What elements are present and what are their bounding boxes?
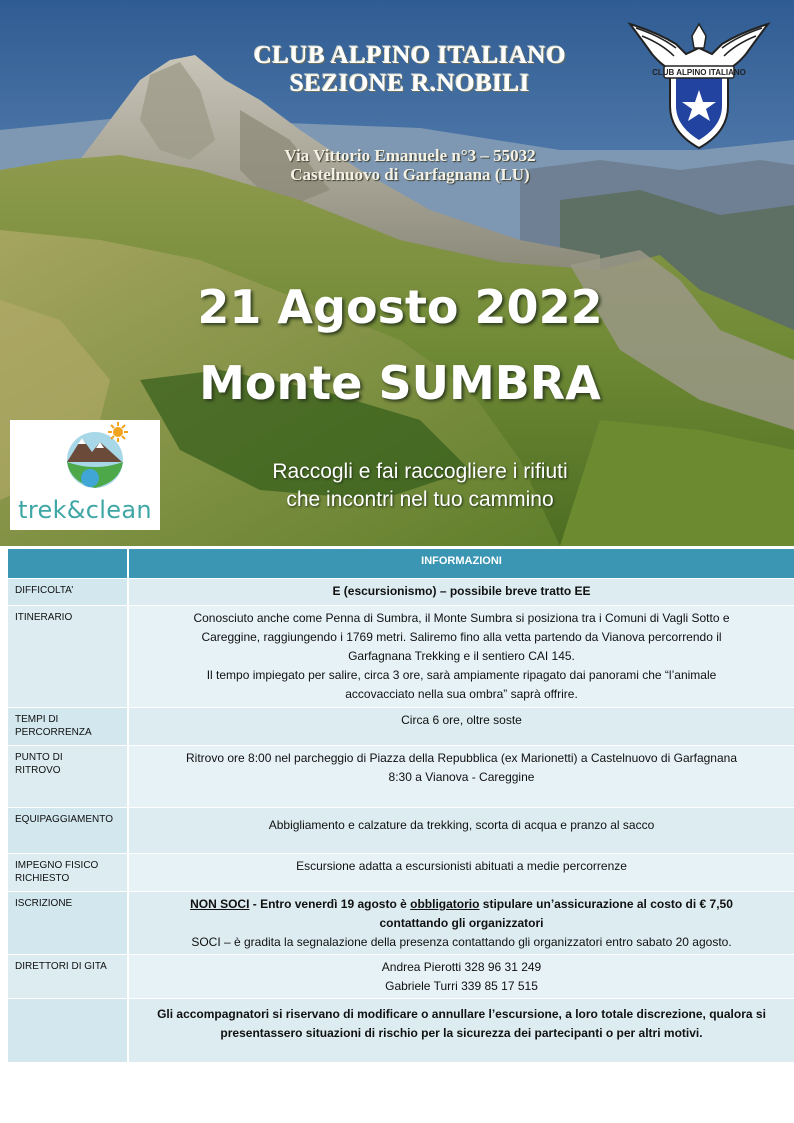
ritrovo-line: Ritrovo ore 8:00 nel parcheggio di Piazza della Repubblica (ex Marionetti) a Castelnuovo di Garfagnana <box>186 751 737 765</box>
non-soci-label: NON SOCI <box>190 897 250 911</box>
iscrizione-line-1 <box>137 895 786 914</box>
obbligatorio-text: obbligatorio <box>410 897 480 911</box>
itinerario-line: Conosciuto anche come Penna di Sumbra, il Monte Sumbra si posiziona tra i Comuni di Vagli Sotto e <box>193 611 730 625</box>
info-table <box>8 548 794 1063</box>
sun-icon <box>108 422 128 442</box>
label-tempi <box>8 708 128 746</box>
label-note <box>8 999 128 1063</box>
value-itinerario <box>128 606 794 708</box>
club-name: CLUB ALPINO ITALIANO <box>253 42 567 69</box>
label-tempi-line: PERCORRENZA <box>15 727 92 738</box>
hero-banner <box>0 0 794 546</box>
value-tempi: Circa 6 ore, oltre soste <box>128 708 794 746</box>
trek-mountain-icon <box>10 420 160 500</box>
value-impegno: Escursione adatta a escursionisti abituati a medie percorrenze <box>128 854 794 892</box>
direttore: Gabriele Turri 339 85 17 515 <box>385 979 538 993</box>
itinerario-line: accovacciato nella sua ombra” saprà offrire. <box>345 687 578 701</box>
header-spacer <box>8 549 128 579</box>
value-equipaggiamento: Abbigliamento e calzature da trekking, scorta di acqua e pranzo al sacco <box>128 808 794 854</box>
label-tempi-line: TEMPI DI <box>15 714 59 725</box>
row-note <box>8 999 794 1063</box>
value-iscrizione <box>128 892 794 955</box>
info-header-label: INFORMAZIONI <box>128 549 794 579</box>
note-line: presentassero situazioni di rischio per la sicurezza dei partecipanti o per altri motivi. <box>220 1026 703 1040</box>
iscrizione-text: stipulare un’assicurazione al costo di € 7,50 <box>479 897 733 911</box>
iscrizione-line-3: SOCI – è gradita la segnalazione della presenza contattando gli organizzatori entro sabato 20 agosto. <box>191 935 732 949</box>
label-ritrovo <box>8 746 128 808</box>
label-ritrovo-line: PUNTO DI <box>15 752 63 763</box>
address-street: Via Vittorio Emanuele n°3 – 55032 <box>284 146 536 165</box>
label-direttori: DIRETTORI DI GITA <box>8 955 128 999</box>
info-table-header <box>8 549 794 579</box>
club-section: SEZIONE R.NOBILI <box>289 70 531 97</box>
label-itinerario: ITINERARIO <box>8 606 128 708</box>
slogan <box>200 458 640 514</box>
row-iscrizione <box>8 892 794 955</box>
address-city: Castelnuovo di Garfagnana (LU) <box>290 165 530 184</box>
value-direttori <box>128 955 794 999</box>
eagle-shield-icon <box>626 14 772 160</box>
row-impegno <box>8 854 794 892</box>
itinerario-line: Il tempo impiegato per salire, circa 3 ore, sarà ampiamente ripagato dai panorami che “l’animale <box>206 668 717 682</box>
label-difficolta: DIFFICOLTA’ <box>8 579 128 606</box>
iscrizione-line-2: contattando gli organizzatori <box>379 916 544 930</box>
value-note <box>128 999 794 1063</box>
iscrizione-text: - Entro venerdì 19 agosto è <box>249 897 411 911</box>
direttore: Andrea Pierotti 328 96 31 249 <box>381 960 542 974</box>
club-title <box>190 42 630 98</box>
row-equipaggiamento <box>8 808 794 854</box>
row-tempi <box>8 708 794 746</box>
slogan-line-1: Raccogli e fai raccogliere i rifiuti <box>272 460 568 483</box>
itinerario-line: Careggine, raggiungendo i 1769 metri. Saliremo fino alla vetta partendo da Vianova percorrendo il <box>201 630 722 644</box>
label-impegno <box>8 854 128 892</box>
row-itinerario <box>8 606 794 708</box>
trek-clean-logo <box>10 420 160 530</box>
slogan-line-2: che incontri nel tuo cammino <box>286 488 554 511</box>
row-ritrovo <box>8 746 794 808</box>
ritrovo-line: 8:30 a Vianova - Careggine <box>388 770 535 784</box>
row-difficolta <box>8 579 794 606</box>
row-direttori <box>8 955 794 999</box>
event-mountain: Monte SUMBRA <box>199 356 601 410</box>
label-impegno-line: RICHIESTO <box>15 873 70 884</box>
event-date: 21 Agosto 2022 <box>197 280 603 334</box>
trek-clean-wordmark: trek&clean <box>18 496 152 524</box>
label-ritrovo-line: RITROVO <box>15 765 61 776</box>
itinerario-line: Garfagnana Trekking e il sentiero CAI 145. <box>348 649 575 663</box>
label-equipaggiamento: EQUIPAGGIAMENTO <box>8 808 128 854</box>
club-address <box>230 146 590 184</box>
note-line: Gli accompagnatori si riservano di modificare o annullare l’escursione, a loro totale discrezione, qualora si <box>157 1007 766 1021</box>
label-iscrizione: ISCRIZIONE <box>8 892 128 955</box>
value-difficolta: E (escursionismo) – possibile breve tratto EE <box>128 579 794 606</box>
cai-logo <box>626 14 772 160</box>
label-impegno-line: IMPEGNO FISICO <box>15 860 99 871</box>
value-ritrovo <box>128 746 794 808</box>
cai-logo-text: CLUB ALPINO ITALIANO <box>652 68 746 77</box>
